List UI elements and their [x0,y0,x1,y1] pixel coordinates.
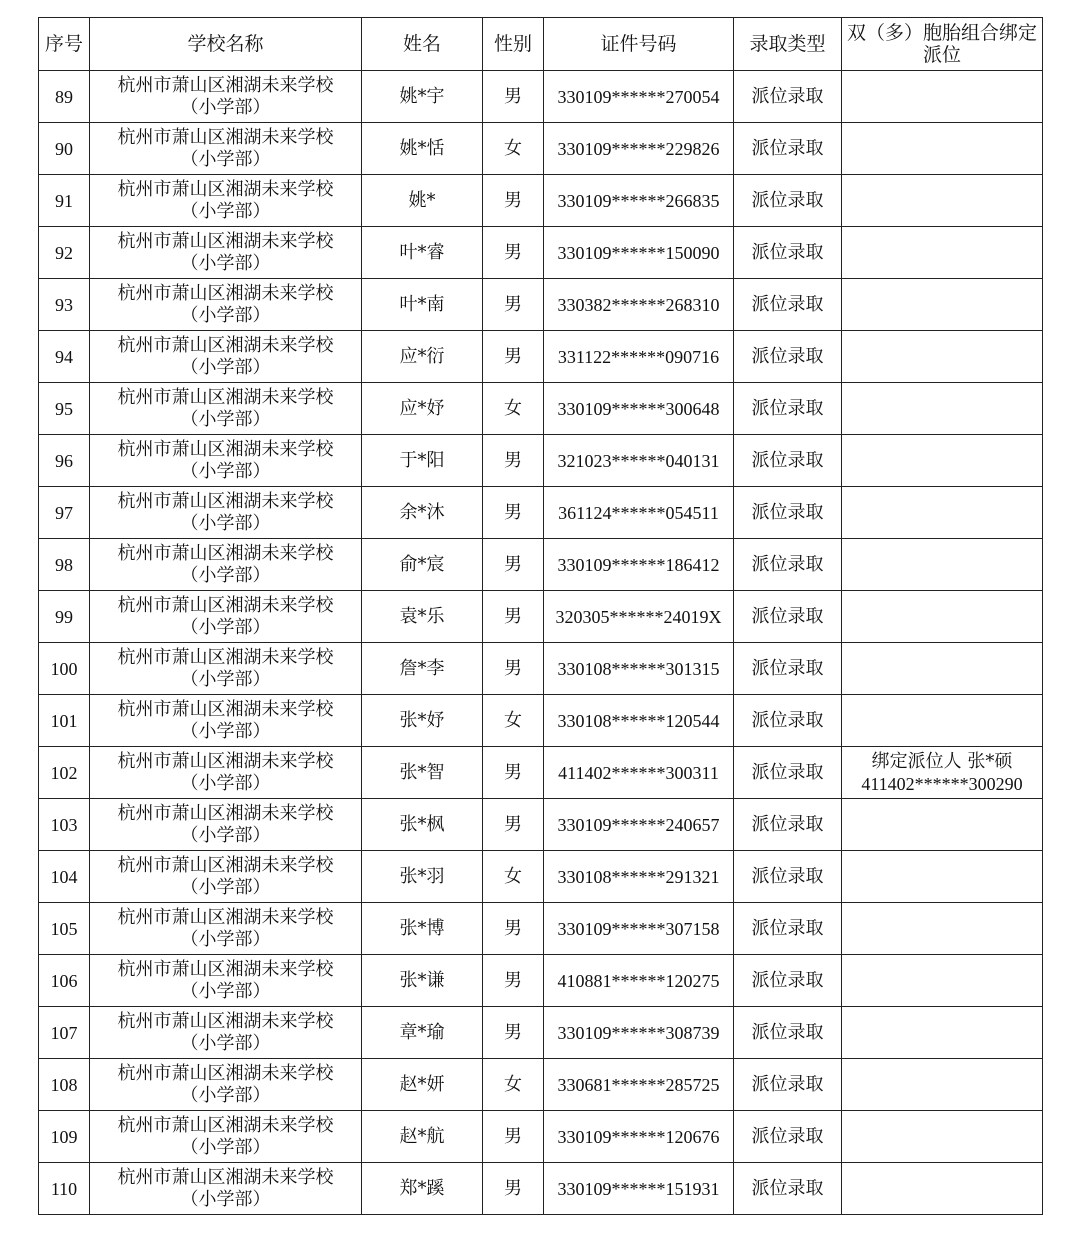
header-pair: 双（多）胞胎组合绑定派位 [842,18,1043,71]
cell-gender: 男 [483,1111,544,1163]
cell-name: 张*枫 [362,799,483,851]
cell-seq: 104 [39,851,90,903]
cell-school [90,539,362,591]
cell-seq: 105 [39,903,90,955]
table-header-row [39,18,1043,71]
cell-pair-binding [842,227,1043,279]
cell-pair-binding [842,123,1043,175]
table-row [39,123,1043,175]
table-row [39,591,1043,643]
table-row [39,695,1043,747]
cell-school [90,1007,362,1059]
school-name: 杭州市萧山区湘湖未来学校 [117,1114,334,1136]
cell-id-number: 330109******151931 [544,1163,734,1215]
cell-school [90,227,362,279]
cell-gender: 男 [483,539,544,591]
school-name: 杭州市萧山区湘湖未来学校 [117,854,334,876]
school-name: 杭州市萧山区湘湖未来学校 [117,178,334,200]
school-division: （小学部） [180,460,271,482]
cell-gender: 男 [483,487,544,539]
cell-gender: 男 [483,71,544,123]
cell-id-number: 330382******268310 [544,279,734,331]
table-row [39,1163,1043,1215]
cell-admission-type: 派位录取 [734,279,842,331]
cell-school [90,1059,362,1111]
school-division: （小学部） [180,1032,271,1054]
cell-name: 赵*航 [362,1111,483,1163]
cell-id-number: 330109******120676 [544,1111,734,1163]
cell-seq: 93 [39,279,90,331]
cell-school [90,279,362,331]
school-name: 杭州市萧山区湘湖未来学校 [117,438,334,460]
cell-seq: 102 [39,747,90,799]
school-division: （小学部） [180,720,271,742]
school-name: 杭州市萧山区湘湖未来学校 [117,230,334,252]
cell-admission-type: 派位录取 [734,1163,842,1215]
cell-school [90,435,362,487]
cell-pair-binding [842,331,1043,383]
cell-pair-binding [842,695,1043,747]
school-division: （小学部） [180,148,271,170]
school-division: （小学部） [180,408,271,430]
school-name: 杭州市萧山区湘湖未来学校 [117,126,334,148]
cell-seq: 90 [39,123,90,175]
table-row [39,487,1043,539]
cell-name: 应*衍 [362,331,483,383]
school-division: （小学部） [180,824,271,846]
cell-admission-type: 派位录取 [734,1059,842,1111]
school-division: （小学部） [180,304,271,326]
cell-pair-binding [842,747,1043,799]
cell-gender: 男 [483,1007,544,1059]
cell-admission-type: 派位录取 [734,383,842,435]
cell-id-number: 330108******291321 [544,851,734,903]
cell-gender: 女 [483,123,544,175]
cell-id-number: 330109******266835 [544,175,734,227]
school-division: （小学部） [180,980,271,1002]
cell-pair-binding [842,539,1043,591]
cell-pair-binding [842,1163,1043,1215]
cell-admission-type: 派位录取 [734,591,842,643]
table-row [39,747,1043,799]
cell-id-number: 330109******150090 [544,227,734,279]
cell-gender: 男 [483,591,544,643]
cell-gender: 女 [483,695,544,747]
cell-admission-type: 派位录取 [734,851,842,903]
table-row [39,331,1043,383]
school-name: 杭州市萧山区湘湖未来学校 [117,906,334,928]
school-name: 杭州市萧山区湘湖未来学校 [117,1166,334,1188]
school-name: 杭州市萧山区湘湖未来学校 [117,386,334,408]
header-school: 学校名称 [90,18,362,71]
school-name: 杭州市萧山区湘湖未来学校 [117,802,334,824]
table-row [39,435,1043,487]
school-division: （小学部） [180,1188,271,1210]
cell-school [90,331,362,383]
cell-admission-type: 派位录取 [734,903,842,955]
cell-seq: 103 [39,799,90,851]
cell-pair-binding [842,591,1043,643]
cell-admission-type: 派位录取 [734,331,842,383]
cell-admission-type: 派位录取 [734,123,842,175]
cell-seq: 95 [39,383,90,435]
cell-gender: 男 [483,227,544,279]
cell-seq: 109 [39,1111,90,1163]
cell-seq: 107 [39,1007,90,1059]
cell-pair-binding [842,851,1043,903]
cell-school [90,487,362,539]
school-name: 杭州市萧山区湘湖未来学校 [117,1062,334,1084]
cell-id-number: 330108******120544 [544,695,734,747]
cell-gender: 男 [483,903,544,955]
cell-id-number: 361124******054511 [544,487,734,539]
cell-pair-binding [842,903,1043,955]
table-row [39,1059,1043,1111]
table-row [39,539,1043,591]
cell-gender: 男 [483,799,544,851]
school-division: （小学部） [180,356,271,378]
cell-id-number: 331122******090716 [544,331,734,383]
cell-gender: 男 [483,279,544,331]
school-name: 杭州市萧山区湘湖未来学校 [117,750,334,772]
cell-admission-type: 派位录取 [734,487,842,539]
cell-gender: 男 [483,955,544,1007]
cell-admission-type: 派位录取 [734,227,842,279]
school-division: （小学部） [180,512,271,534]
header-type: 录取类型 [734,18,842,71]
cell-school [90,175,362,227]
school-division: （小学部） [180,252,271,274]
cell-id-number: 330109******186412 [544,539,734,591]
cell-pair-binding [842,279,1043,331]
cell-name: 姚*宇 [362,71,483,123]
cell-gender: 男 [483,747,544,799]
cell-name: 张*羽 [362,851,483,903]
cell-admission-type: 派位录取 [734,539,842,591]
table-row [39,175,1043,227]
cell-gender: 男 [483,435,544,487]
cell-id-number: 330109******307158 [544,903,734,955]
cell-pair-binding [842,799,1043,851]
cell-gender: 男 [483,331,544,383]
cell-pair-binding [842,1059,1043,1111]
cell-seq: 100 [39,643,90,695]
cell-id-number: 330108******301315 [544,643,734,695]
cell-id-number: 330109******308739 [544,1007,734,1059]
cell-id-number: 320305******24019X [544,591,734,643]
school-division: （小学部） [180,876,271,898]
cell-seq: 101 [39,695,90,747]
cell-admission-type: 派位录取 [734,643,842,695]
school-name: 杭州市萧山区湘湖未来学校 [117,542,334,564]
cell-name: 张*妤 [362,695,483,747]
cell-pair-binding [842,487,1043,539]
cell-seq: 92 [39,227,90,279]
table-row [39,1007,1043,1059]
cell-seq: 96 [39,435,90,487]
cell-seq: 106 [39,955,90,1007]
cell-admission-type: 派位录取 [734,747,842,799]
cell-name: 张*智 [362,747,483,799]
cell-pair-binding [842,955,1043,1007]
cell-school [90,903,362,955]
cell-admission-type: 派位录取 [734,435,842,487]
cell-name: 章*瑜 [362,1007,483,1059]
pair-binding-id: 411402******300290 [861,773,1023,794]
cell-name: 赵*妍 [362,1059,483,1111]
school-division: （小学部） [180,200,271,222]
header-name: 姓名 [362,18,483,71]
cell-seq: 97 [39,487,90,539]
cell-admission-type: 派位录取 [734,799,842,851]
cell-school [90,747,362,799]
cell-school [90,1163,362,1215]
cell-name: 姚*恬 [362,123,483,175]
cell-id-number: 321023******040131 [544,435,734,487]
cell-school [90,799,362,851]
cell-seq: 91 [39,175,90,227]
table-row [39,903,1043,955]
cell-gender: 女 [483,851,544,903]
table-row [39,1111,1043,1163]
cell-name: 于*阳 [362,435,483,487]
cell-admission-type: 派位录取 [734,695,842,747]
cell-name: 张*博 [362,903,483,955]
cell-school [90,71,362,123]
admission-table [38,17,1043,1215]
school-division: （小学部） [180,616,271,638]
cell-seq: 108 [39,1059,90,1111]
cell-school [90,123,362,175]
cell-pair-binding [842,1111,1043,1163]
cell-id-number: 330681******285725 [544,1059,734,1111]
cell-gender: 男 [483,175,544,227]
cell-name: 叶*睿 [362,227,483,279]
cell-gender: 女 [483,383,544,435]
cell-school [90,851,362,903]
cell-name: 应*妤 [362,383,483,435]
cell-admission-type: 派位录取 [734,71,842,123]
table-row [39,227,1043,279]
cell-pair-binding [842,71,1043,123]
cell-admission-type: 派位录取 [734,1111,842,1163]
school-division: （小学部） [180,668,271,690]
header-id: 证件号码 [544,18,734,71]
cell-school [90,383,362,435]
cell-school [90,643,362,695]
header-seq: 序号 [39,18,90,71]
cell-pair-binding [842,643,1043,695]
cell-seq: 110 [39,1163,90,1215]
cell-id-number: 330109******300648 [544,383,734,435]
school-name: 杭州市萧山区湘湖未来学校 [117,282,334,304]
school-name: 杭州市萧山区湘湖未来学校 [117,958,334,980]
cell-seq: 98 [39,539,90,591]
school-division: （小学部） [180,1136,271,1158]
cell-name: 詹*李 [362,643,483,695]
table-row [39,799,1043,851]
school-name: 杭州市萧山区湘湖未来学校 [117,594,334,616]
cell-id-number: 330109******270054 [544,71,734,123]
table-row [39,955,1043,1007]
cell-name: 张*谦 [362,955,483,1007]
pair-binding-text: 绑定派位人 张*硕 [871,750,1013,772]
cell-id-number: 411402******300311 [544,747,734,799]
school-division: （小学部） [180,564,271,586]
school-name: 杭州市萧山区湘湖未来学校 [117,74,334,96]
table-row [39,71,1043,123]
cell-seq: 99 [39,591,90,643]
cell-id-number: 330109******240657 [544,799,734,851]
header-gender: 性别 [483,18,544,71]
cell-pair-binding [842,383,1043,435]
school-name: 杭州市萧山区湘湖未来学校 [117,1010,334,1032]
cell-gender: 女 [483,1059,544,1111]
cell-seq: 94 [39,331,90,383]
cell-gender: 男 [483,1163,544,1215]
cell-id-number: 330109******229826 [544,123,734,175]
school-division: （小学部） [180,96,271,118]
school-name: 杭州市萧山区湘湖未来学校 [117,646,334,668]
cell-admission-type: 派位录取 [734,1007,842,1059]
cell-id-number: 410881******120275 [544,955,734,1007]
table-row [39,851,1043,903]
cell-school [90,955,362,1007]
school-division: （小学部） [180,772,271,794]
table-row [39,383,1043,435]
cell-name: 叶*南 [362,279,483,331]
cell-name: 姚* [362,175,483,227]
cell-school [90,591,362,643]
cell-name: 袁*乐 [362,591,483,643]
cell-school [90,1111,362,1163]
cell-pair-binding [842,175,1043,227]
school-name: 杭州市萧山区湘湖未来学校 [117,334,334,356]
school-division: （小学部） [180,1084,271,1106]
cell-admission-type: 派位录取 [734,175,842,227]
table-row [39,643,1043,695]
table-row [39,279,1043,331]
cell-pair-binding [842,435,1043,487]
cell-school [90,695,362,747]
cell-name: 俞*宸 [362,539,483,591]
school-name: 杭州市萧山区湘湖未来学校 [117,698,334,720]
cell-seq: 89 [39,71,90,123]
cell-admission-type: 派位录取 [734,955,842,1007]
cell-pair-binding [842,1007,1043,1059]
school-name: 杭州市萧山区湘湖未来学校 [117,490,334,512]
school-division: （小学部） [180,928,271,950]
cell-gender: 男 [483,643,544,695]
cell-name: 郑*蹊 [362,1163,483,1215]
cell-name: 余*沐 [362,487,483,539]
table-body [39,71,1043,1215]
